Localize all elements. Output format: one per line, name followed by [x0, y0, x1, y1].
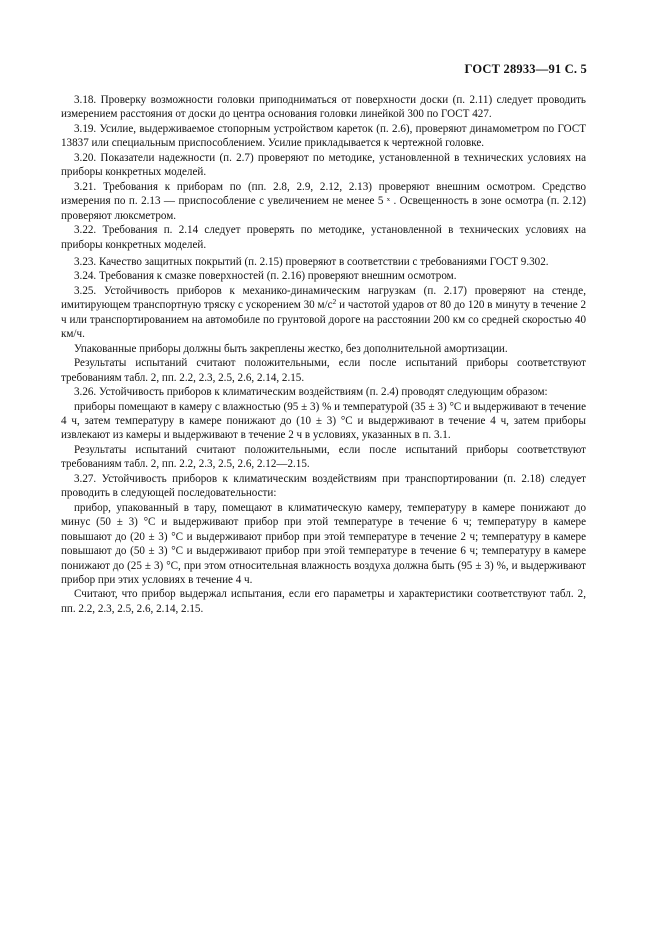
paragraph-packaged-devices: Упакованные приборы должны быть закреплены жестко, без дополнительной амортизации.: [74, 342, 508, 355]
paragraph-3-25-text-end: и частотой ударов от 80 до 120 в минуту в течение 2 ч или транспортированием на автомобиле по грунтовой дороге на расстоянии 200 км со средней скоростью 40 км/ч.: [61, 299, 586, 341]
page-header: ГОСТ 28933—91 С. 5: [464, 62, 587, 76]
superscript-exponent: 2: [332, 297, 337, 307]
paragraph-3-25: [61, 284, 586, 342]
paragraph-transport-procedure: прибор, упакованный в тару, помещают в климатическую камеру, температуру в камере понижают до минус (50 ± 3) °С и выдерживают прибор при этой температуре в течение 6 ч; температуру в камере повышают до (20 ± 3) °С и выдерживают прибор при этой температуре в течение 2 ч; температуру в камере повышают до (50 ± 3) °С и выдерживают прибор при этой температуре в течение 6 ч; температуру в камере понижают до (25 ± 3) °С, при этом относительная влажность воздуха должна быть (95 ± 3) %, и выдерживают прибор при этих условиях в течение 4 ч.: [61, 501, 586, 586]
paragraph-3-22: 3.22. Требования п. 2.14 следует проверять по методике, установленной в технических условиях на приборы конкретных моделей.: [61, 224, 586, 251]
paragraph-3-26: 3.26. Устойчивость приборов к климатическим воздействиям (п. 2.4) проводят следующим образом:: [74, 386, 548, 399]
paragraph-conclusion: Считают, что прибор выдержал испытания, если его параметры и характеристики соответствуют табл. 2, пп. 2.2, 2.3, 2.5, 2.6, 2.14, 2.15.: [61, 588, 586, 615]
paragraph-3-18: 3.18. Проверку возможности головки приподниматься от поверхности доски (п. 2.11) следует проводить измерением расстояния от доски до центра основания головки линейкой 300 по ГОСТ 427.: [61, 94, 586, 121]
paragraph-results-1: Результаты испытаний считают положительными, если после испытаний приборы соответствуют требованиям табл. 2, пп. 2.2, 2.3, 2.5, 2.6, 2.14, 2.15.: [61, 357, 586, 384]
paragraph-3-23: 3.23. Качество защитных покрытий (п. 2.15) проверяют в соответствии с требованиями ГОСТ 9.302.: [74, 255, 549, 268]
paragraph-3-25-text-start: 3.25. Устойчивость приборов к механико-динамическим нагрузкам (п. 2.17) проверяют на стенде, имитирующем транспортную тряску с ускорением 30 м/с: [61, 284, 586, 312]
document-body: [61, 93, 586, 616]
paragraph-3-21: 3.21. Требования к приборам по (пп. 2.8, 2.9, 2.12, 2.13) проверяют внешним осмотром. Средство измерения по п. 2.13 — приспособление с увеличением не менее 5 ˣ . Освещенность в зоне осмотра (п. 2.12) проверяют люксметром.: [61, 180, 586, 222]
paragraph-3-20: 3.20. Показатели надежности (п. 2.7) проверяют по методике, установленной в технических условиях на приборы конкретных моделей.: [61, 151, 586, 179]
paragraph-3-19: 3.19. Усилие, выдерживаемое стопорным устройством кареток (п. 2.6), проверяют динамометром по ГОСТ 13837 или специальным приспособлением. Усилие прикладывается к чертежной головке.: [61, 122, 586, 150]
paragraph-results-2: Результаты испытаний считают положительными, если после испытаний приборы соответствуют требованиям табл. 2, пп. 2.2, 2.3, 2.5, 2.6, 2.12—2.15.: [61, 443, 586, 471]
paragraph-climate-procedure: приборы помещают в камеру с влажностью (95 ± 3) % и температурой (35 ± 3) °С и выдерживают в течение 4 ч, затем температуру в камере понижают до (10 ± 3) °С и выдерживают в течение 4 ч, затем приборы извлекают из камеры и выдерживают в течение 2 ч в условиях, указанных в п. 3.1.: [61, 400, 586, 442]
paragraph-3-27: 3.27. Устойчивость приборов к климатическим воздействиям при транспортировании (п. 2.18) следует проводить в следующей последовательности:: [61, 472, 586, 500]
paragraph-3-24: 3.24. Требования к смазке поверхностей (п. 2.16) проверяют внешним осмотром.: [74, 270, 457, 283]
